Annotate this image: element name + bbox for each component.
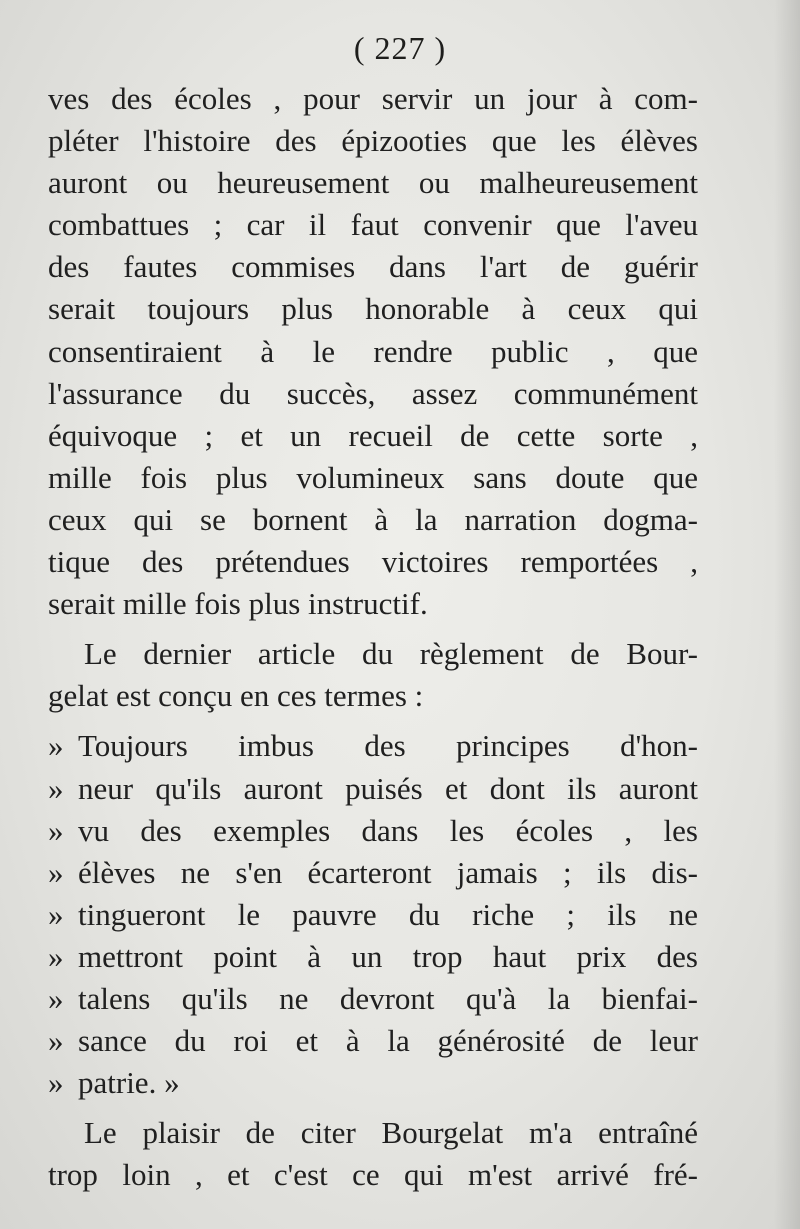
text-line: des fautes commises dans l'art de guérir — [48, 249, 698, 285]
quote-line — [48, 1062, 698, 1104]
text-line: l'assurance du succès, assez communément — [48, 375, 698, 411]
quote-text: tingueront le pauvre du riche ; ils ne — [78, 896, 698, 932]
text-line: auront ou heureusement ou malheureusement — [48, 165, 698, 201]
text-line: Le plaisir de citer Bourgelat m'a entraîné — [84, 1115, 698, 1151]
paragraph-gap — [48, 1104, 698, 1112]
quote-text: neur qu'ils auront puisés et dont ils auront — [78, 770, 698, 806]
text-line: équivoque ; et un recueil de cette sorte , — [48, 417, 698, 453]
quote-line — [48, 978, 698, 1020]
quote-line — [48, 936, 698, 978]
text-line: serait toujours plus honorable à ceux qui — [48, 291, 698, 327]
quote-line — [48, 852, 698, 894]
quote-line — [48, 1020, 698, 1062]
quote-line — [48, 894, 698, 936]
text-line: combattues ; car il faut convenir que l'aveu — [48, 207, 698, 243]
quote-text: sance du roi et à la générosité de leur — [78, 1023, 698, 1059]
quote-mark: » — [48, 980, 64, 1016]
text-line: mille fois plus volumineux sans doute que — [48, 459, 698, 495]
quote-text: mettront point à un trop haut prix des — [78, 938, 698, 974]
quote-mark: » — [48, 1065, 64, 1101]
page-edge-shadow — [774, 0, 800, 1229]
quote-text: vu des exemples dans les écoles , les — [78, 812, 698, 848]
quote-line — [48, 725, 698, 767]
quote-text: Toujours imbus des principes d'hon- — [78, 728, 698, 764]
quote-mark: » — [48, 1023, 64, 1059]
paragraph-gap — [48, 717, 698, 725]
quote-mark: » — [48, 854, 64, 890]
quote-text: talens qu'ils ne devront qu'à la bienfai- — [78, 980, 698, 1016]
quote-line — [48, 768, 698, 810]
paragraph-gap — [48, 625, 698, 633]
text-line: pléter l'histoire des épizooties que les élèves — [48, 123, 698, 159]
quote-mark: » — [48, 770, 64, 806]
quote-mark: » — [48, 896, 64, 932]
text-line: ves des écoles , pour servir un jour à com- — [48, 81, 698, 116]
text-line: serait mille fois plus instructif. — [48, 586, 428, 622]
quote-mark: » — [48, 812, 64, 848]
quote-mark: » — [48, 938, 64, 974]
page-number: ( 227 ) — [353, 30, 447, 66]
body-text — [48, 78, 698, 1196]
quote-text: élèves ne s'en écarteront jamais ; ils dis- — [78, 854, 698, 890]
quote-text: patrie. » — [78, 1065, 180, 1101]
text-line: ceux qui se bornent à la narration dogma- — [48, 501, 698, 537]
quote-mark: » — [48, 728, 64, 764]
text-line: consentiraient à le rendre public , que — [48, 333, 698, 369]
text-line: trop loin , et c'est ce qui m'est arrivé fré- — [48, 1157, 698, 1193]
quote-line — [48, 810, 698, 852]
text-line: Le dernier article du règlement de Bour- — [84, 636, 698, 672]
text-line: tique des prétendues victoires remportées , — [48, 544, 698, 580]
text-line: gelat est conçu en ces termes : — [48, 678, 424, 714]
